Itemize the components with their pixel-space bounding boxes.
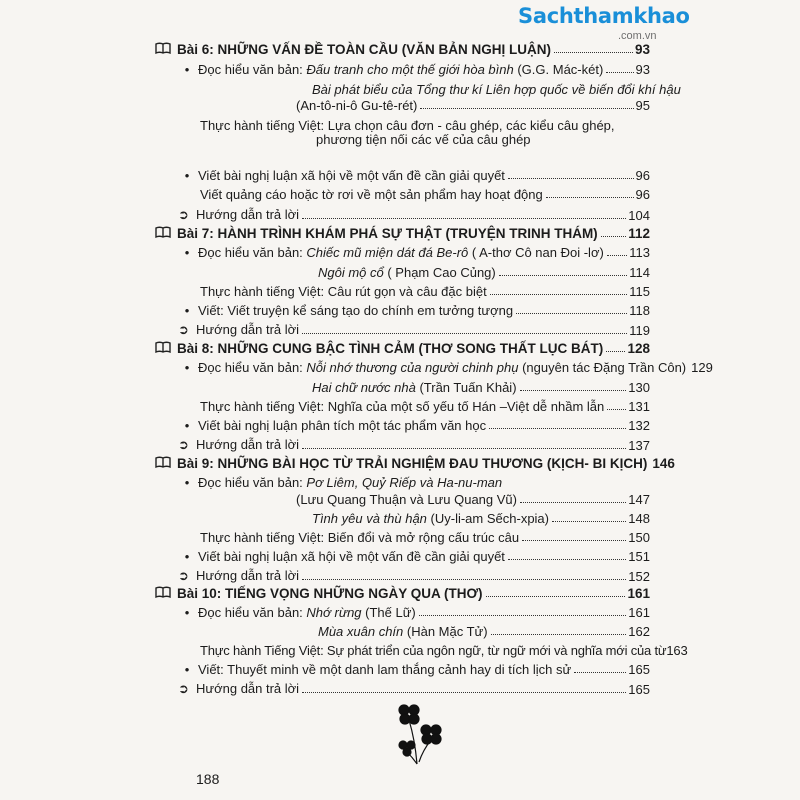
lesson-page: 161 — [627, 586, 650, 601]
book-icon — [155, 456, 171, 468]
toc-entry[interactable]: Hai chữ nước nhà (Trần Tuấn Khải) 130 — [312, 380, 650, 395]
arrow-right-icon: ➲ — [178, 207, 189, 222]
toc-entry[interactable]: ➲ Hướng dẫn trả lời 104 — [178, 207, 650, 223]
toc-entry[interactable]: Thực hành tiếng Việt: Câu rút gọn và câu đặc biệt 115 — [200, 284, 650, 299]
toc-entry[interactable]: Viết quảng cáo hoặc tờ rơi về một sản phẩm hay hoạt động 96 — [200, 187, 650, 202]
lesson-page: 93 — [634, 42, 650, 57]
lesson-8-heading[interactable] — [155, 341, 650, 356]
lesson-10-heading[interactable] — [155, 586, 650, 601]
toc-entry[interactable]: • Đọc hiểu văn bản: Pơ Liêm, Quỷ Riếp và Ha-nu-man — [180, 475, 650, 490]
toc-entry[interactable]: phương tiện nối các vế của câu ghép — [316, 132, 531, 147]
toc-entry[interactable]: • Viết bài nghị luận phân tích một tác phẩm văn học 132 — [180, 418, 650, 433]
lesson-9-heading[interactable] — [155, 456, 675, 471]
bullet-icon: • — [184, 303, 190, 318]
bullet-icon: • — [184, 245, 190, 260]
toc-entry[interactable]: • Viết bài nghị luận xã hội về một vấn đề cần giải quyết 151 — [180, 549, 650, 564]
lesson-title: Bài 10: TIẾNG VỌNG NHỮNG NGÀY QUA (THƠ) — [177, 586, 483, 601]
toc-entry[interactable]: Mùa xuân chín (Hàn Mặc Tử) 162 — [318, 624, 650, 639]
toc-entry[interactable]: Thực hành tiếng Việt: Lựa chọn câu đơn - câu ghép, các kiểu câu ghép, — [200, 118, 615, 133]
bullet-icon: • — [184, 168, 190, 183]
arrow-right-icon: ➲ — [178, 568, 189, 583]
bullet-icon: • — [184, 605, 190, 620]
toc-entry[interactable]: (An-tô-ni-ô Gu-tê-rét) 95 — [296, 98, 650, 113]
bullet-icon: • — [184, 62, 190, 77]
book-icon — [155, 586, 171, 598]
toc-entry[interactable]: ➲ Hướng dẫn trả lời 165 — [178, 681, 650, 697]
lesson-6-heading[interactable] — [155, 42, 650, 57]
bullet-icon: • — [184, 662, 190, 677]
toc-entry[interactable]: (Lưu Quang Thuận và Lưu Quang Vũ) 147 — [296, 492, 650, 507]
toc-entry[interactable]: Thực hành Tiếng Việt: Sự phát triển của ngôn ngữ, từ ngữ mới và nghĩa mới của từ 163 — [200, 643, 688, 658]
clover-ornament-icon — [395, 700, 451, 768]
arrow-right-icon: ➲ — [178, 322, 189, 337]
bullet-icon: • — [184, 360, 190, 375]
lesson-7-heading[interactable] — [155, 226, 650, 241]
toc-entry[interactable]: Thực hành tiếng Việt: Nghĩa của một số yếu tố Hán –Việt dễ nhầm lẫn 131 — [200, 399, 650, 414]
book-icon — [155, 226, 171, 238]
bullet-icon: • — [184, 549, 190, 564]
lesson-title: Bài 7: HÀNH TRÌNH KHÁM PHÁ SỰ THẬT (TRUYỆN TRINH THÁM) — [177, 226, 598, 241]
watermark-brand: Sachthamkhao — [518, 4, 690, 28]
arrow-right-icon: ➲ — [178, 437, 189, 452]
lesson-page: 128 — [627, 341, 650, 356]
toc-entry[interactable]: • Viết bài nghị luận xã hội về một vấn đề cần giải quyết 96 — [180, 168, 650, 183]
toc-entry[interactable]: • Đọc hiểu văn bản: Đấu tranh cho một thế giới hòa bình (G.G. Mác-két) 93 — [180, 62, 650, 77]
toc-entry[interactable]: • Viết: Viết truyện kể sáng tạo do chính em tưởng tượng 118 — [180, 303, 650, 318]
book-icon — [155, 341, 171, 353]
toc-entry[interactable]: • Đọc hiểu văn bản: Nỗi nhớ thương của người chinh phụ (nguyên tác Đặng Trần Côn) 129 — [180, 360, 650, 375]
toc-entry[interactable]: Bài phát biểu của Tổng thư kí Liên hợp quốc về biến đổi khí hậu — [312, 82, 681, 97]
toc-entry[interactable]: ➲ Hướng dẫn trả lời 137 — [178, 437, 650, 453]
lesson-title: Bài 6: NHỮNG VẤN ĐỀ TOÀN CẦU (VĂN BẢN NGHỊ LUẬN) — [177, 42, 551, 57]
toc-entry[interactable]: • Đọc hiểu văn bản: Nhớ rừng (Thế Lữ) 161 — [180, 605, 650, 620]
lesson-title: Bài 8: NHỮNG CUNG BẬC TÌNH CẢM (THƠ SONG THẤT LỤC BÁT) — [177, 341, 604, 356]
arrow-right-icon: ➲ — [178, 681, 189, 696]
toc-entry[interactable]: Ngôi mộ cổ ( Phạm Cao Củng) 114 — [318, 265, 650, 280]
lesson-title: Bài 9: NHỮNG BÀI HỌC TỪ TRẢI NGHIỆM ĐAU THƯƠNG (KỊCH- BI KỊCH) — [177, 456, 648, 471]
page-number: 188 — [196, 771, 220, 787]
watermark-domain: .com.vn — [618, 30, 657, 42]
toc-entry[interactable]: Thực hành tiếng Việt: Biến đổi và mở rộng cấu trúc câu 150 — [200, 530, 650, 545]
lesson-page: 146 — [652, 456, 675, 471]
toc-entry[interactable]: • Đọc hiểu văn bản: Chiếc mũ miện dát đá Be-rô ( A-thơ Cô nan Đoi -lơ) 113 — [180, 245, 650, 260]
bullet-icon: • — [184, 418, 190, 433]
lesson-page: 112 — [628, 226, 650, 241]
book-icon — [155, 42, 171, 54]
toc-entry[interactable]: ➲ Hướng dẫn trả lời 119 — [178, 322, 650, 338]
toc-entry[interactable]: • Viết: Thuyết minh về một danh lam thắng cảnh hay di tích lịch sử 165 — [180, 662, 650, 677]
toc-entry[interactable]: Tình yêu và thù hận (Uy-li-am Sếch-xpia) 148 — [312, 511, 650, 526]
toc-entry[interactable]: ➲ Hướng dẫn trả lời 152 — [178, 568, 650, 584]
bullet-icon: • — [184, 475, 190, 490]
